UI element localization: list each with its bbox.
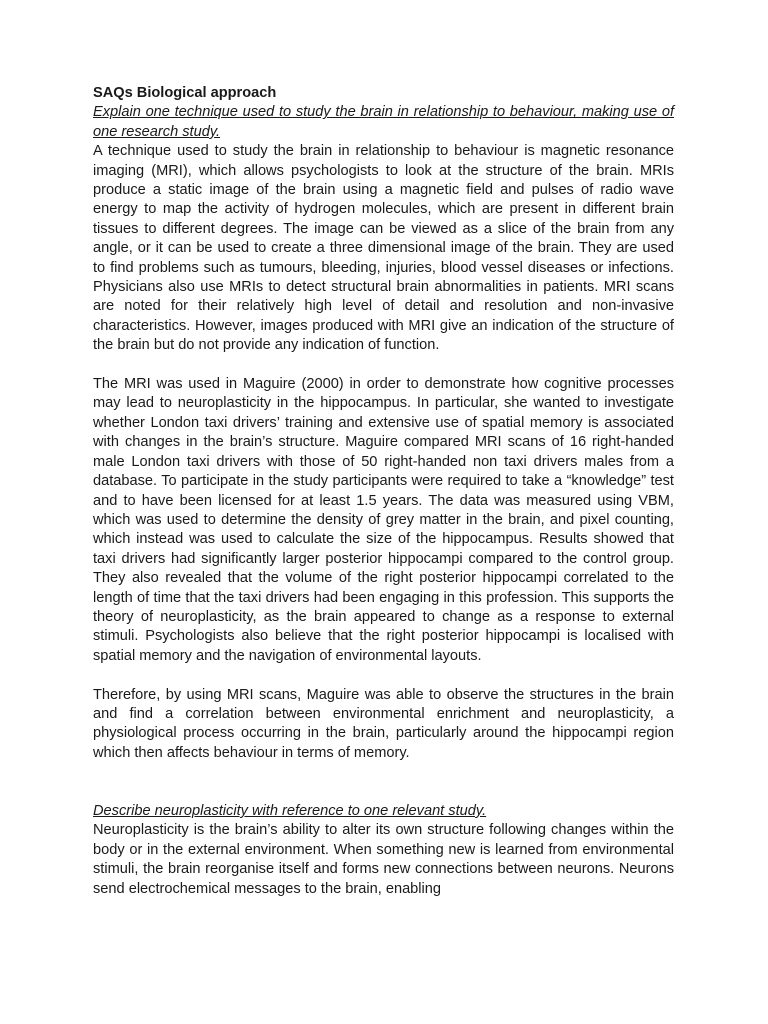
- answer-1-paragraph-2: The MRI was used in Maguire (2000) in order to demonstrate how cognitive processes may lead to neuroplasticity in the hippocampus. In particular, she wanted to investigate whether London taxi drivers’ training and extensive use of spatial memory is associated with changes in the brain’s structure. Maguire compared MRI scans of 16 right-handed male London taxi drivers with those of 50 right-handed non taxi drivers males from a database. To participate in the study participants were required to take a “knowledge” test and to have been licensed for at least 1.5 years. The data was measured using VBM, which was used to determine the density of grey matter in the brain, and pixel counting, which instead was used to calculate the size of the hippocampus. Results showed that taxi drivers had significantly larger posterior hippocampi compared to the control group. They also revealed that the volume of the right posterior hippocampi correlated to the length of time that the taxi drivers had been engaging in this profession. This supports the theory of neuroplasticity, as the brain appeared to change as a response to external stimuli. Psychologists also believe that the right posterior hippocampi is localised with spatial memory and the navigation of environmental layouts.: [93, 376, 674, 664]
- answer-1-paragraph-1: A technique used to study the brain in relationship to behaviour is magnetic resonance imaging (MRI), which allows psychologists to look at the structure of the brain. MRIs produce a static image of the brain using a magnetic field and pulses of radio wave energy to map the activity of hydrogen molecules, which are present in different brain tissues to different degrees. The image can be viewed as a slice of the brain from any angle, or it can be used to create a three dimensional image of the brain. They are used to find problems such as tumours, bleeding, injuries, blood vessel diseases or infections. Physicians also use MRIs to detect structural brain abnormalities in patients. MRI scans are noted for their relatively high level of detail and resolution and non-invasive characteristics. However, images produced with MRI give an indication of the structure of the brain but do not provide any indication of function.: [93, 143, 674, 354]
- question-1: Explain one technique used to study the brain in relationship to behaviour, making use of one research study.: [93, 104, 674, 140]
- question-2: Describe neuroplasticity with reference to one relevant study.: [93, 802, 487, 819]
- section-spacer: [93, 763, 674, 802]
- answer-2-paragraph-1: Neuroplasticity is the brain’s ability to alter its own structure following changes within the body or in the external environment. When something new is learned from environmental stimuli, the brain reorganise itself and forms new connections between neurons. Neurons send electrochemical messages to the brain, enabling: [93, 822, 674, 897]
- document-page: [93, 84, 674, 899]
- paragraph-spacer: [93, 666, 674, 685]
- answer-1-paragraph-3: Therefore, by using MRI scans, Maguire was able to observe the structures in the brain and find a correlation between environmental enrichment and neuroplasticity, a physiological process occurring in the brain, particularly around the hippocampi region which then affects behaviour in terms of memory.: [93, 686, 674, 761]
- paragraph-spacer: [93, 356, 674, 375]
- document-title: SAQs Biological approach: [93, 85, 277, 101]
